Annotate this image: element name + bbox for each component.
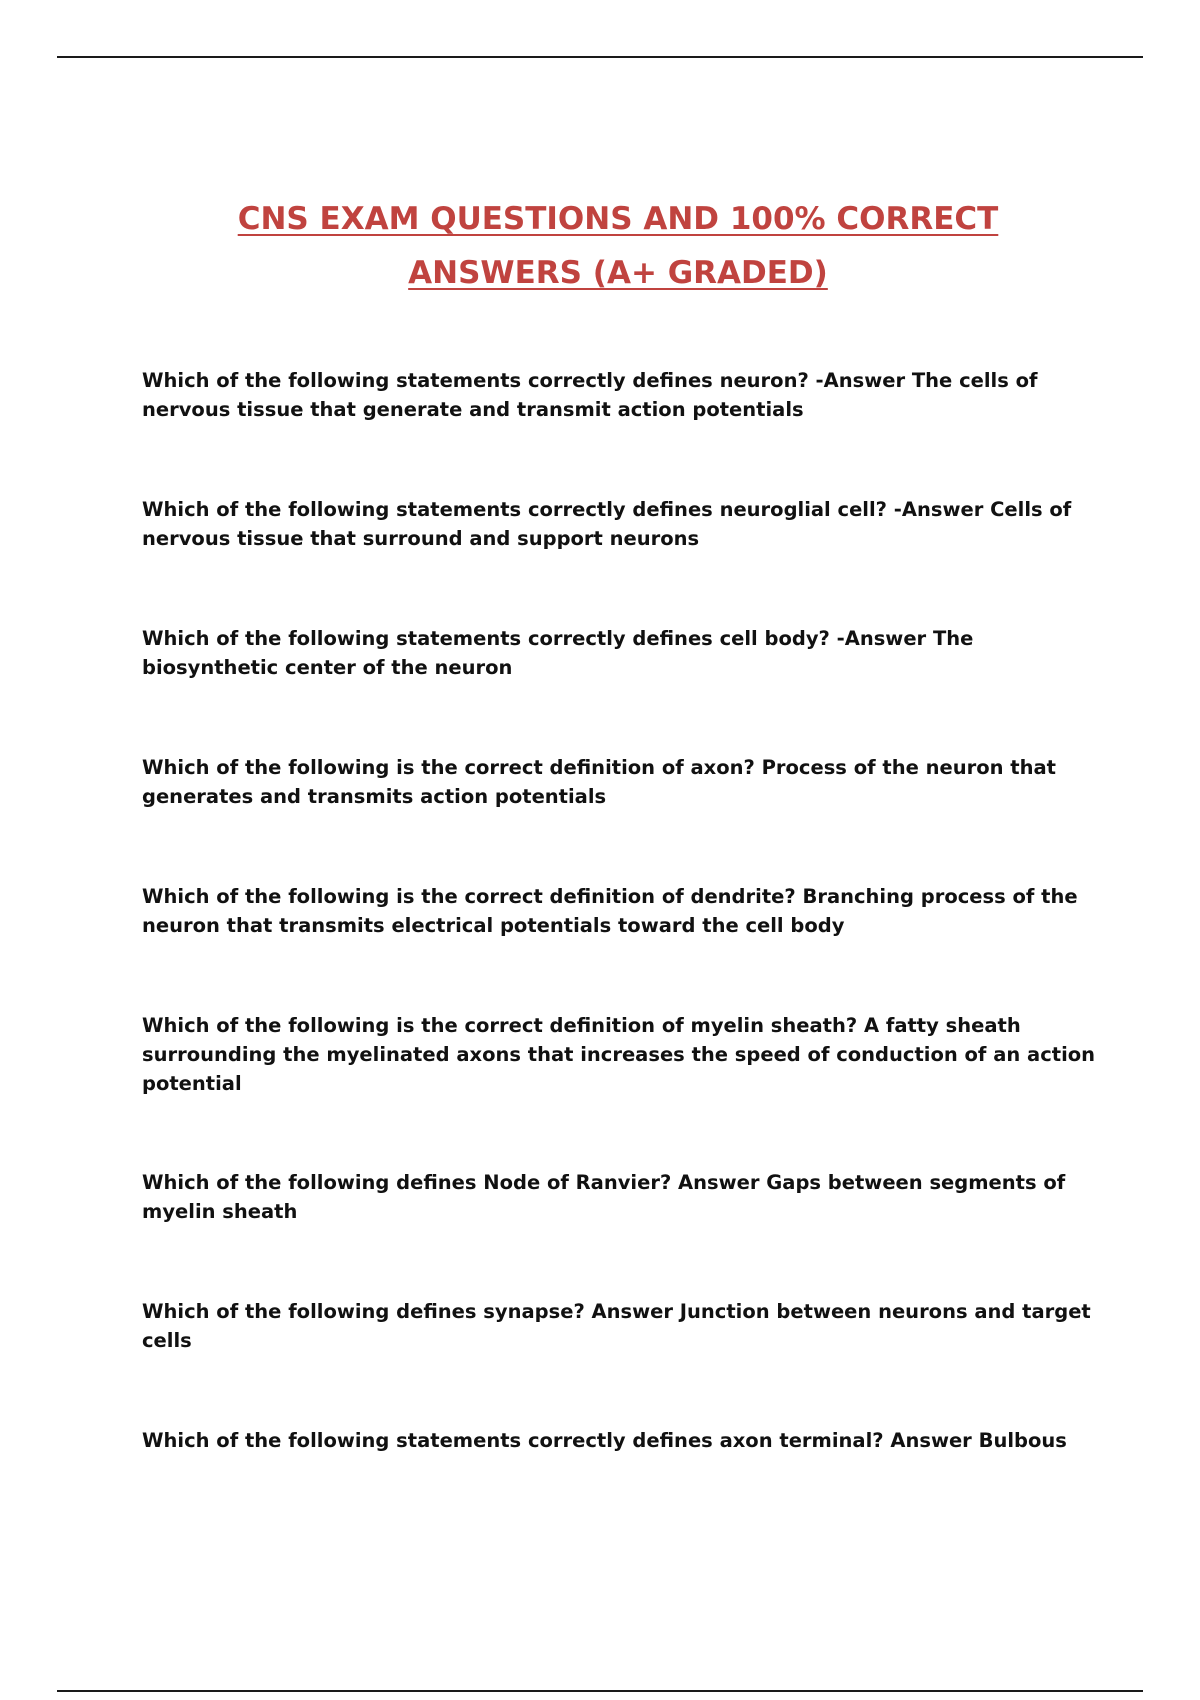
title-line-1: CNS EXAM QUESTIONS AND 100% CORRECT xyxy=(237,201,999,237)
document-title xyxy=(0,192,1200,300)
title-line-2: ANSWERS (A+ GRADED) xyxy=(408,255,828,291)
qa-item-neuron: Which of the following statements correctly defines neuron? -Answer The cells of nervous tissue that generate and transmit action potentials xyxy=(142,369,1038,421)
bottom-rule xyxy=(57,1690,1143,1692)
qa-item-neuroglial-cell: Which of the following statements correctly defines neuroglial cell? -Answer Cells of nervous tissue that surround and support neurons xyxy=(142,498,1072,550)
qa-item-dendrite: Which of the following is the correct definition of dendrite? Branching process of the neuron that transmits electrical potentials toward the cell body xyxy=(142,885,1078,937)
qa-item-node-of-ranvier: Which of the following defines Node of Ranvier? Answer Gaps between segments of myelin sheath xyxy=(142,1171,1066,1223)
qa-item-axon-terminal: Which of the following statements correctly defines axon terminal? Answer Bulbous xyxy=(142,1429,1067,1452)
qa-item-axon: Which of the following is the correct definition of axon? Process of the neuron that generates and transmits action potentials xyxy=(142,756,1056,808)
qa-item-synapse: Which of the following defines synapse? Answer Junction between neurons and target cells xyxy=(142,1300,1091,1352)
qa-item-myelin-sheath: Which of the following is the correct definition of myelin sheath? A fatty sheath surrounding the myelinated axons that increases the speed of conduction of an action potential xyxy=(142,1014,1096,1095)
qa-item-cell-body: Which of the following statements correctly defines cell body? -Answer The biosynthetic center of the neuron xyxy=(142,627,974,679)
top-rule xyxy=(57,56,1143,58)
